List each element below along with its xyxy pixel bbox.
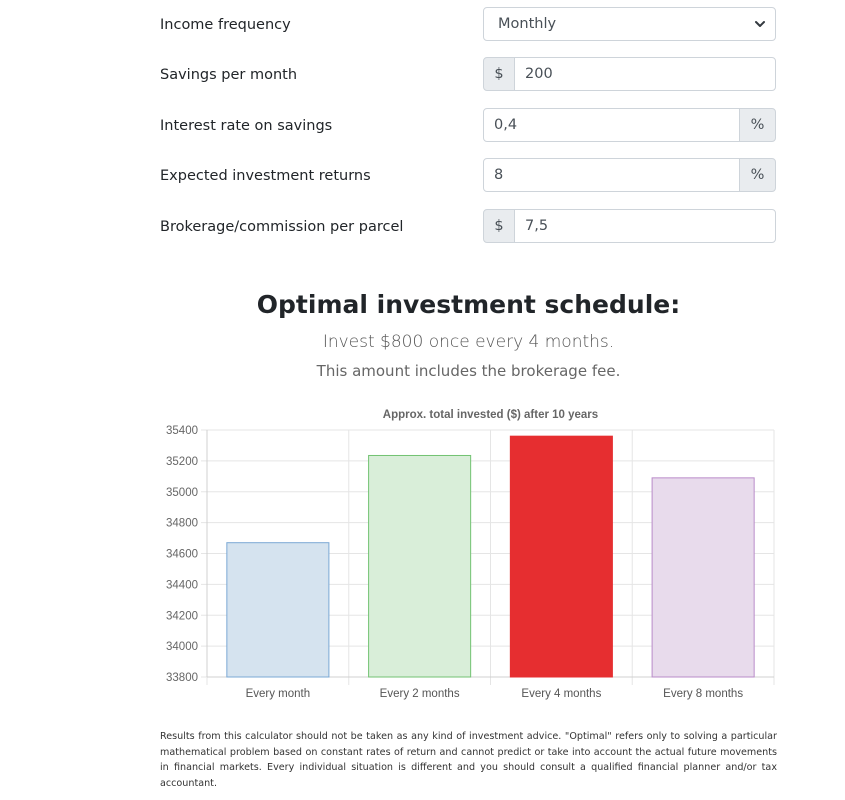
- returns-input[interactable]: 8: [483, 158, 740, 192]
- y-tick-label: 33800: [166, 672, 198, 684]
- bar-3: [510, 436, 612, 677]
- bar-1: [227, 543, 329, 677]
- y-tick-label: 35000: [166, 486, 198, 499]
- brokerage-input[interactable]: 7,5: [514, 209, 776, 243]
- x-tick-label: Every 4 months: [521, 688, 602, 700]
- savings-input[interactable]: 200: [514, 57, 776, 91]
- brokerage-row: [0, 209, 845, 245]
- bar-4: [652, 478, 754, 677]
- y-tick-label: 35200: [166, 455, 198, 468]
- interest-row: [0, 108, 845, 144]
- y-tick-label: 34600: [166, 548, 198, 561]
- x-tick-label: Every 2 months: [379, 688, 460, 700]
- y-tick-label: 34000: [166, 641, 198, 654]
- savings-label: Savings per month: [160, 67, 298, 83]
- chevron-down-icon: [754, 18, 766, 30]
- y-tick-label: 34400: [166, 579, 198, 592]
- income-frequency-value: Monthly: [498, 16, 557, 32]
- savings-row: [0, 57, 845, 93]
- result-summary: Invest $800 once every 4 months.: [322, 332, 615, 352]
- returns-row: [0, 158, 845, 194]
- percent-suffix: %: [739, 158, 776, 192]
- brokerage-label: Brokerage/commission per parcel: [160, 219, 404, 235]
- x-tick-label: Every month: [245, 688, 311, 700]
- result-note: This amount includes the brokerage fee.: [316, 362, 621, 380]
- x-tick-label: Every 8 months: [663, 688, 744, 700]
- interest-input-group: [483, 108, 776, 142]
- result-heading: Optimal investment schedule:: [256, 290, 681, 319]
- income-frequency-label: Income frequency: [160, 17, 291, 33]
- percent-suffix: %: [739, 108, 776, 142]
- y-tick-label: 34800: [166, 517, 198, 530]
- brokerage-input-group: [483, 209, 776, 243]
- returns-label: Expected investment returns: [160, 168, 371, 184]
- income-frequency-select[interactable]: [483, 7, 776, 41]
- y-tick-label: 34200: [166, 610, 198, 623]
- savings-input-group: [483, 57, 776, 91]
- investment-bar-chart: [150, 400, 790, 710]
- dollar-prefix: $: [483, 57, 515, 91]
- y-tick-label: 35400: [166, 425, 198, 437]
- dollar-prefix: $: [483, 209, 515, 243]
- chart-title: Approx. total invested ($) after 10 years: [382, 409, 599, 421]
- returns-input-group: [483, 158, 776, 192]
- disclaimer-text: Results from this calculator should not be taken as any kind of investment advice. "Optimal" refers only to solving a particular mathematical problem based on constant rates of return and cannot predict or take into account the actual future movements in financial markets. Every individual situation is different and you should consult a qualified financial planner and/or tax accountant.: [160, 731, 777, 789]
- interest-label: Interest rate on savings: [160, 118, 333, 134]
- bar-2: [369, 455, 471, 677]
- income-frequency-row: [0, 7, 845, 43]
- interest-input[interactable]: 0,4: [483, 108, 740, 142]
